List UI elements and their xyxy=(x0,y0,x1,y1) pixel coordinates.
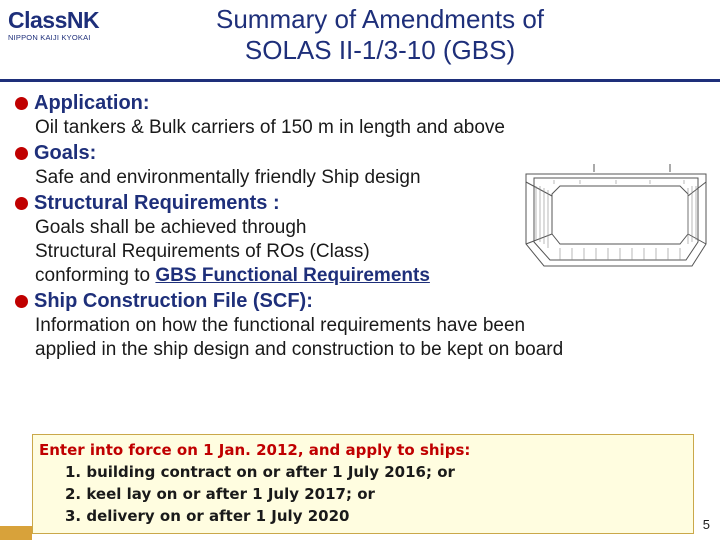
bullet-application xyxy=(14,90,714,140)
header-divider xyxy=(0,79,720,82)
bullet-text: Safe and environmentally friendly Ship design xyxy=(35,167,421,188)
entry-into-force-notice xyxy=(32,434,694,534)
notice-heading: Enter into force on 1 Jan. 2012, and apply to ships: xyxy=(39,441,471,459)
bullet-text: conforming to xyxy=(35,265,156,286)
slide-title xyxy=(150,4,610,66)
page-number: 5 xyxy=(702,517,710,532)
bullet-heading: Goals: xyxy=(14,140,714,166)
footer-accent-bar xyxy=(0,526,32,540)
ship-cross-section-icon xyxy=(520,162,712,270)
classnk-logo xyxy=(8,8,118,42)
title-line-2: SOLAS II-1/3-10 (GBS) xyxy=(244,35,516,65)
bullet-heading: Structural Requirements : xyxy=(14,190,714,216)
notice-item: 2. keel lay on or after 1 July 2017; or xyxy=(65,485,375,503)
gbs-functional-requirements-link[interactable]: GBS Functional Requirements xyxy=(155,265,430,286)
bullet-text: Goals shall be achieved through xyxy=(35,217,307,238)
bullet-heading: Application: xyxy=(14,90,714,116)
notice-item: 3. delivery on or after 1 July 2020 xyxy=(65,507,350,525)
logo-subtitle: NIPPON KAIJI KYOKAI xyxy=(8,33,91,42)
bullet-text: Oil tankers & Bulk carriers of 150 m in length and above xyxy=(35,117,505,138)
bullet-ship-construction-file xyxy=(14,288,714,362)
bullet-text: Information on how the functional requirements have been xyxy=(35,315,526,336)
bullet-text: Structural Requirements of ROs (Class) xyxy=(35,241,370,262)
bullet-heading: Ship Construction File (SCF): xyxy=(14,288,714,314)
title-line-1: Summary of Amendments of xyxy=(215,4,545,34)
bullet-text: applied in the ship design and construction to be kept on board xyxy=(35,339,564,360)
logo-wordmark: ClassNK xyxy=(8,7,100,33)
notice-item: 1. building contract on or after 1 July 2016; or xyxy=(65,463,455,481)
